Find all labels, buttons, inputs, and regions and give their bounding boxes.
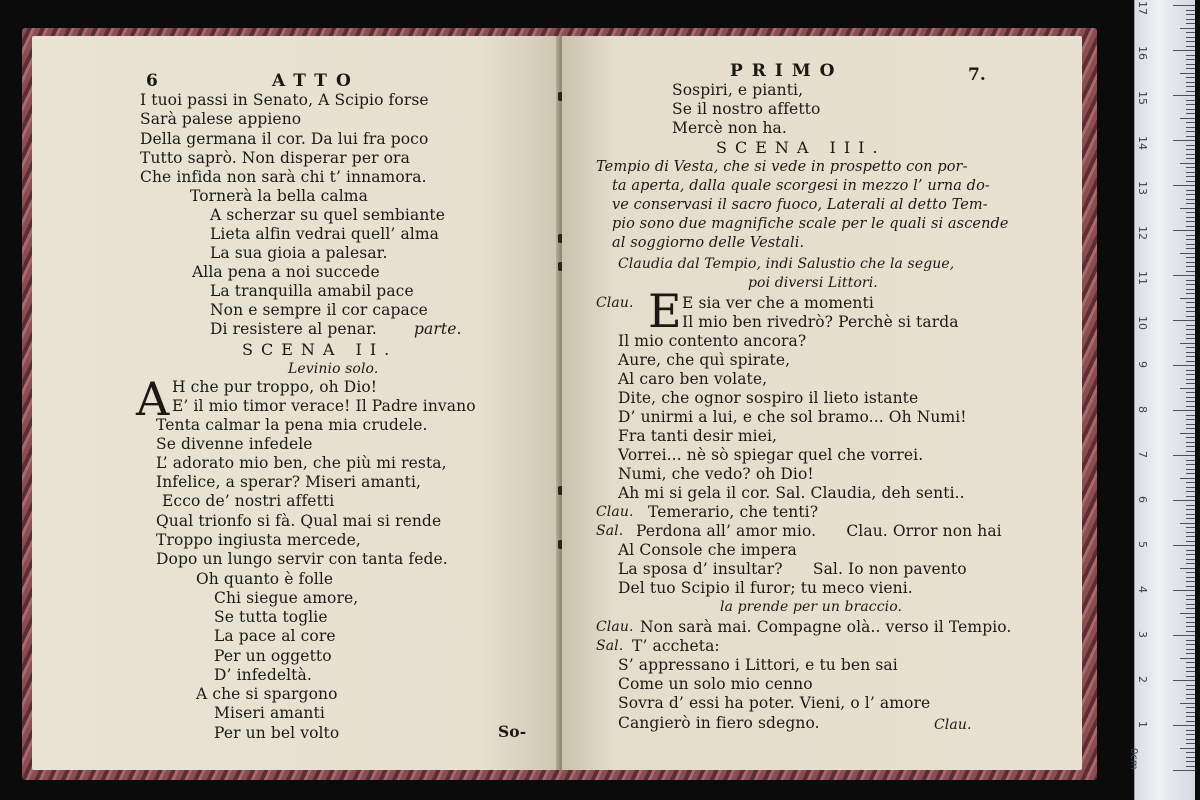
ruler-tick bbox=[1186, 361, 1195, 362]
stage-direction: parte. bbox=[414, 320, 462, 338]
ruler-tick bbox=[1173, 365, 1195, 366]
speaker-label: Clau. bbox=[596, 504, 634, 520]
text-line: Miseri amanti bbox=[214, 704, 325, 722]
ruler-tick bbox=[1186, 334, 1195, 335]
ruler-tick bbox=[1186, 176, 1195, 177]
ruler-tick bbox=[1186, 739, 1195, 740]
ruler-tick bbox=[1186, 536, 1195, 537]
text-line: Temerario, che tenti? bbox=[648, 503, 819, 521]
text-line: Se il nostro affetto bbox=[672, 100, 821, 118]
scene-heading: SCENA III. bbox=[716, 138, 886, 157]
text-line: Dopo un lungo servir con tanta fede. bbox=[156, 550, 448, 568]
measurement-ruler bbox=[1128, 0, 1195, 800]
ruler-number: 1 bbox=[1136, 721, 1149, 728]
ruler-tick bbox=[1186, 307, 1195, 308]
ruler-number: 12 bbox=[1136, 226, 1149, 240]
ruler-tick bbox=[1186, 248, 1195, 249]
ruler-tick bbox=[1173, 680, 1195, 681]
ruler-tick bbox=[1186, 649, 1195, 650]
text-line: Troppo ingiusta mercede, bbox=[156, 531, 361, 549]
ruler-tick bbox=[1186, 550, 1195, 551]
stage-direction: la prende per un braccio. bbox=[720, 599, 903, 615]
ruler-number: 8 bbox=[1136, 406, 1149, 413]
text-line: Lieta alfin vedrai quell’ alma bbox=[210, 225, 439, 243]
ruler-tick bbox=[1186, 190, 1195, 191]
text-line: Sospiri, e pianti, bbox=[672, 81, 804, 99]
ruler-tick bbox=[1186, 734, 1195, 735]
ruler-tick bbox=[1186, 14, 1195, 15]
text-line: L’ adorato mio ben, che più mi resta, bbox=[156, 454, 447, 472]
ruler-tick bbox=[1186, 617, 1195, 618]
ruler-tick bbox=[1186, 644, 1195, 645]
ruler-tick bbox=[1186, 730, 1195, 731]
left-page bbox=[32, 36, 560, 770]
ruler-tick bbox=[1186, 559, 1195, 560]
text-line: Fra tanti desir miei, bbox=[618, 427, 778, 445]
ruler-number: 14 bbox=[1136, 136, 1149, 150]
ruler-tick bbox=[1186, 451, 1195, 452]
text-line: Vorrei... nè sò spiegar quel che vorrei. bbox=[618, 446, 924, 464]
ruler-tick bbox=[1180, 658, 1195, 659]
text-line: S’ appressano i Littori, e tu ben sai bbox=[618, 656, 898, 674]
text-line: E sia ver che a momenti bbox=[682, 294, 874, 312]
ruler-number: 4 bbox=[1136, 586, 1149, 593]
ruler-tick bbox=[1186, 91, 1195, 92]
text-line: Tutto saprò. Non disperar per ora bbox=[140, 149, 410, 167]
ruler-tick bbox=[1186, 235, 1195, 236]
ruler-tick bbox=[1180, 748, 1195, 749]
text-line: Aure, che quì spirate, bbox=[618, 351, 791, 369]
ruler-tick bbox=[1180, 28, 1195, 29]
ruler-number: 0cm bbox=[1128, 748, 1139, 770]
ruler-tick bbox=[1186, 424, 1195, 425]
ruler-tick bbox=[1186, 532, 1195, 533]
ruler-tick bbox=[1186, 316, 1195, 317]
ruler-tick bbox=[1186, 154, 1195, 155]
ruler-number: 3 bbox=[1136, 631, 1149, 638]
character-line: poi diversi Littori. bbox=[748, 275, 878, 291]
text-line: Del tuo Scipio il furor; tu meco vieni. bbox=[618, 579, 913, 597]
speaker-label: Sal. bbox=[596, 638, 624, 654]
scene-heading: SCENA II. bbox=[242, 340, 398, 359]
ruler-tick bbox=[1186, 406, 1195, 407]
ruler-tick bbox=[1186, 37, 1195, 38]
ruler-tick bbox=[1186, 68, 1195, 69]
ruler-tick bbox=[1186, 212, 1195, 213]
ruler-tick bbox=[1173, 320, 1195, 321]
ruler-tick bbox=[1186, 631, 1195, 632]
ruler-tick bbox=[1186, 244, 1195, 245]
ruler-tick bbox=[1186, 608, 1195, 609]
stage-direction: al soggiorno delle Vestali. bbox=[612, 235, 805, 251]
text-line: Se divenne infedele bbox=[156, 435, 313, 453]
ruler-tick bbox=[1186, 23, 1195, 24]
text-line: La sua gioia a palesar. bbox=[210, 244, 388, 262]
ruler-tick bbox=[1186, 239, 1195, 240]
ruler-tick bbox=[1186, 419, 1195, 420]
ruler-number: 10 bbox=[1136, 316, 1149, 330]
ruler-tick bbox=[1180, 433, 1195, 434]
ruler-tick bbox=[1186, 653, 1195, 654]
text-line: La sposa d’ insultar? Sal. Io non pavento bbox=[618, 560, 967, 578]
text-line: Perdona all’ amor mio. Clau. Orror non hai bbox=[636, 522, 1002, 540]
ruler-tick bbox=[1173, 545, 1195, 546]
ruler-tick bbox=[1186, 55, 1195, 56]
ruler-tick bbox=[1173, 455, 1195, 456]
right-page bbox=[562, 36, 1082, 770]
text-line: Qual trionfo si fà. Qual mai si rende bbox=[156, 512, 442, 530]
text-line: La pace al core bbox=[214, 627, 336, 645]
ruler-tick bbox=[1186, 640, 1195, 641]
ruler-tick bbox=[1186, 496, 1195, 497]
stage-direction: ta aperta, dalla quale scorgesi in mezzo l’ urna do- bbox=[612, 178, 990, 194]
ruler-tick bbox=[1186, 469, 1195, 470]
text-line: Sarà palese appieno bbox=[140, 110, 302, 128]
text-line: Alla pena a noi succede bbox=[192, 263, 380, 281]
ruler-number: 9 bbox=[1136, 361, 1149, 368]
ruler-tick bbox=[1186, 352, 1195, 353]
right-page-header: PRIMO bbox=[730, 61, 844, 81]
text-line: Per un bel volto bbox=[214, 724, 340, 742]
ruler-tick bbox=[1186, 271, 1195, 272]
ruler-tick bbox=[1186, 379, 1195, 380]
text-line: Non sarà mai. Compagne olà.. verso il Tempio. bbox=[640, 618, 1012, 636]
ruler-tick bbox=[1186, 487, 1195, 488]
ruler-tick bbox=[1186, 266, 1195, 267]
text-line: Sovra d’ essi ha poter. Vieni, o l’ amore bbox=[618, 694, 931, 712]
ruler-number: 11 bbox=[1136, 271, 1149, 285]
stage-direction: Tempio di Vesta, che si vede in prospetto con por- bbox=[596, 159, 968, 175]
ruler-tick bbox=[1173, 275, 1195, 276]
text-line: Cangierò in fiero sdegno. bbox=[618, 714, 820, 732]
text-line: Oh quanto è folle bbox=[196, 570, 334, 588]
ruler-tick bbox=[1186, 586, 1195, 587]
ruler-tick bbox=[1180, 343, 1195, 344]
ruler-tick bbox=[1173, 410, 1195, 411]
ruler-tick bbox=[1186, 491, 1195, 492]
speaker-label: Clau. bbox=[596, 295, 634, 311]
ruler-tick bbox=[1186, 581, 1195, 582]
ruler-tick bbox=[1180, 523, 1195, 524]
text-line: Non e sempre il cor capace bbox=[210, 301, 428, 319]
ruler-tick bbox=[1173, 230, 1195, 231]
text-line: Ah mi si gela il cor. Sal. Claudia, deh senti.. bbox=[618, 484, 965, 502]
ruler-tick bbox=[1186, 442, 1195, 443]
ruler-tick bbox=[1186, 415, 1195, 416]
ruler-tick bbox=[1186, 676, 1195, 677]
text-line: Tenta calmar la pena mia crudele. bbox=[156, 416, 428, 434]
ruler-tick bbox=[1186, 707, 1195, 708]
ruler-tick bbox=[1186, 370, 1195, 371]
ruler-tick bbox=[1186, 698, 1195, 699]
ruler-tick bbox=[1186, 280, 1195, 281]
ruler-number: 15 bbox=[1136, 91, 1149, 105]
catchword: Clau. bbox=[934, 717, 972, 733]
ruler-tick bbox=[1186, 86, 1195, 87]
ruler-tick bbox=[1186, 685, 1195, 686]
speaker-label: Clau. bbox=[596, 619, 634, 635]
ruler-tick bbox=[1186, 554, 1195, 555]
ruler-tick bbox=[1186, 77, 1195, 78]
text-line: Di resistere al penar. bbox=[210, 320, 377, 338]
ruler-tick bbox=[1186, 518, 1195, 519]
drop-cap: E bbox=[648, 284, 682, 338]
text-line: A che si spargono bbox=[196, 685, 338, 703]
ruler-tick bbox=[1186, 338, 1195, 339]
ruler-tick bbox=[1186, 446, 1195, 447]
ruler-number: 13 bbox=[1136, 181, 1149, 195]
ruler-tick bbox=[1186, 262, 1195, 263]
ruler-tick bbox=[1186, 460, 1195, 461]
ruler-tick bbox=[1186, 563, 1195, 564]
ruler-tick bbox=[1186, 82, 1195, 83]
ruler-tick bbox=[1186, 464, 1195, 465]
ruler-number: 5 bbox=[1136, 541, 1149, 548]
ruler-tick bbox=[1186, 145, 1195, 146]
ruler-tick bbox=[1186, 284, 1195, 285]
ruler-tick bbox=[1180, 388, 1195, 389]
ruler-tick bbox=[1186, 293, 1195, 294]
ruler-number: 17 bbox=[1136, 1, 1149, 15]
ruler-tick bbox=[1186, 527, 1195, 528]
ruler-tick bbox=[1186, 203, 1195, 204]
text-line: Che infida non sarà chi t’ innamora. bbox=[140, 168, 427, 186]
text-line: Se tutta toglie bbox=[214, 608, 328, 626]
ruler-tick bbox=[1186, 626, 1195, 627]
ruler-tick bbox=[1186, 136, 1195, 137]
text-line: Il mio ben rivedrò? Perchè si tarda bbox=[682, 313, 959, 331]
ruler-tick bbox=[1186, 397, 1195, 398]
ruler-tick bbox=[1186, 10, 1195, 11]
ruler-tick bbox=[1186, 766, 1195, 767]
ruler-tick bbox=[1186, 604, 1195, 605]
ruler-tick bbox=[1186, 599, 1195, 600]
ruler-tick bbox=[1180, 253, 1195, 254]
ruler-tick bbox=[1186, 514, 1195, 515]
text-line: Mercè non ha. bbox=[672, 119, 787, 137]
speaker-label: Sal. bbox=[596, 523, 624, 539]
ruler-tick bbox=[1186, 622, 1195, 623]
ruler-tick bbox=[1186, 689, 1195, 690]
text-line: Il mio contento ancora? bbox=[618, 332, 807, 350]
ruler-tick bbox=[1186, 194, 1195, 195]
ruler-tick bbox=[1173, 635, 1195, 636]
ruler-tick bbox=[1186, 32, 1195, 33]
text-line: Come un solo mio cenno bbox=[618, 675, 813, 693]
ruler-tick bbox=[1186, 743, 1195, 744]
ruler-tick bbox=[1173, 95, 1195, 96]
ruler-tick bbox=[1186, 437, 1195, 438]
ruler-tick bbox=[1186, 401, 1195, 402]
right-page-number: 7. bbox=[968, 65, 986, 85]
ruler-tick bbox=[1186, 721, 1195, 722]
text-line: Al Console che impera bbox=[618, 541, 797, 559]
ruler-tick bbox=[1186, 221, 1195, 222]
ruler-tick bbox=[1180, 568, 1195, 569]
ruler-tick bbox=[1173, 725, 1195, 726]
ruler-tick bbox=[1186, 329, 1195, 330]
ruler-tick bbox=[1186, 761, 1195, 762]
ruler-number: 6 bbox=[1136, 496, 1149, 503]
ruler-tick bbox=[1186, 505, 1195, 506]
ruler-tick bbox=[1173, 590, 1195, 591]
left-page-header: ATTO bbox=[272, 71, 360, 91]
ruler-tick bbox=[1186, 226, 1195, 227]
ruler-tick bbox=[1186, 473, 1195, 474]
text-line: La tranquilla amabil pace bbox=[210, 282, 414, 300]
ruler-tick bbox=[1186, 131, 1195, 132]
ruler-tick bbox=[1186, 46, 1195, 47]
ruler-tick bbox=[1186, 595, 1195, 596]
ruler-tick bbox=[1186, 64, 1195, 65]
left-page-number: 6 bbox=[146, 71, 158, 91]
ruler-tick bbox=[1186, 181, 1195, 182]
stage-direction: ve conservasi il sacro fuoco, Laterali al detto Tem- bbox=[612, 197, 988, 213]
ruler-tick bbox=[1186, 172, 1195, 173]
ruler-tick bbox=[1186, 109, 1195, 110]
ruler-tick bbox=[1173, 500, 1195, 501]
ruler-tick bbox=[1186, 41, 1195, 42]
ruler-tick bbox=[1173, 770, 1195, 771]
ruler-tick bbox=[1186, 100, 1195, 101]
text-line: Per un oggetto bbox=[214, 647, 332, 665]
ruler-tick bbox=[1186, 383, 1195, 384]
ruler-tick bbox=[1173, 140, 1195, 141]
text-line: Numi, che vedo? oh Dio! bbox=[618, 465, 814, 483]
stage-direction: pio sono due magnifiche scale per le quali si ascende bbox=[612, 216, 1009, 232]
ruler-tick bbox=[1186, 356, 1195, 357]
ruler-tick bbox=[1180, 613, 1195, 614]
ruler-number: 16 bbox=[1136, 46, 1149, 60]
ruler-tick bbox=[1173, 5, 1195, 6]
ruler-tick bbox=[1186, 149, 1195, 150]
ruler-tick bbox=[1186, 158, 1195, 159]
ruler-number: 7 bbox=[1136, 451, 1149, 458]
text-line: A scherzar su quel sembiante bbox=[210, 206, 446, 224]
text-line: Al caro ben volate, bbox=[618, 370, 768, 388]
ruler-tick bbox=[1180, 118, 1195, 119]
text-line: D’ infedeltà. bbox=[214, 666, 312, 684]
ruler-tick bbox=[1186, 392, 1195, 393]
ruler-tick bbox=[1186, 199, 1195, 200]
ruler-tick bbox=[1186, 509, 1195, 510]
ruler-tick bbox=[1186, 217, 1195, 218]
ruler-tick bbox=[1180, 208, 1195, 209]
ruler-tick bbox=[1186, 167, 1195, 168]
ruler-tick bbox=[1186, 757, 1195, 758]
ruler-tick bbox=[1186, 541, 1195, 542]
ruler-tick bbox=[1186, 428, 1195, 429]
ruler-tick bbox=[1186, 257, 1195, 258]
text-line: Tornerà la bella calma bbox=[190, 187, 368, 205]
ruler-tick bbox=[1186, 572, 1195, 573]
ruler-tick bbox=[1186, 113, 1195, 114]
ruler-tick bbox=[1186, 104, 1195, 105]
ruler-tick bbox=[1186, 374, 1195, 375]
text-line: Della germana il cor. Da lui fra poco bbox=[140, 130, 429, 148]
ruler-tick bbox=[1173, 50, 1195, 51]
ruler-tick bbox=[1186, 482, 1195, 483]
ruler-tick bbox=[1186, 302, 1195, 303]
ruler-tick bbox=[1180, 73, 1195, 74]
ruler-tick bbox=[1180, 703, 1195, 704]
drop-cap: A bbox=[136, 372, 170, 426]
ruler-tick bbox=[1180, 163, 1195, 164]
text-line: Infelice, a sperar? Miseri amanti, bbox=[156, 473, 422, 491]
ruler-tick bbox=[1186, 122, 1195, 123]
ruler-tick bbox=[1186, 311, 1195, 312]
ruler-tick bbox=[1186, 289, 1195, 290]
text-line: T’ accheta: bbox=[632, 637, 720, 655]
text-line: Chi siegue amore, bbox=[214, 589, 359, 607]
ruler-tick bbox=[1186, 127, 1195, 128]
ruler-tick bbox=[1186, 671, 1195, 672]
ruler-tick bbox=[1186, 712, 1195, 713]
ruler-tick bbox=[1180, 478, 1195, 479]
ruler-tick bbox=[1186, 752, 1195, 753]
text-line: D’ unirmi a lui, e che sol bramo... Oh Numi! bbox=[618, 408, 967, 426]
text-line: E’ il mio timor verace! Il Padre invano bbox=[172, 397, 476, 415]
ruler-tick bbox=[1186, 19, 1195, 20]
text-line: H che pur troppo, oh Dio! bbox=[172, 378, 378, 396]
text-line: I tuoi passi in Senato, A Scipio forse bbox=[140, 91, 429, 109]
ruler-tick bbox=[1186, 59, 1195, 60]
ruler-tick bbox=[1186, 325, 1195, 326]
text-line: Dite, che ognor sospiro il lieto istante bbox=[618, 389, 919, 407]
ruler-tick bbox=[1173, 185, 1195, 186]
catchword: So- bbox=[498, 722, 527, 741]
ruler-tick bbox=[1186, 347, 1195, 348]
ruler-tick bbox=[1186, 694, 1195, 695]
ruler-tick bbox=[1186, 716, 1195, 717]
character-line: Levinio solo. bbox=[288, 361, 379, 377]
ruler-tick bbox=[1186, 667, 1195, 668]
text-line: Ecco de’ nostri affetti bbox=[162, 492, 335, 510]
character-line: Claudia dal Tempio, indi Salustio che la segue, bbox=[618, 256, 955, 272]
ruler-tick bbox=[1186, 577, 1195, 578]
ruler-tick bbox=[1186, 662, 1195, 663]
ruler-number: 2 bbox=[1136, 676, 1149, 683]
ruler-tick bbox=[1180, 298, 1195, 299]
